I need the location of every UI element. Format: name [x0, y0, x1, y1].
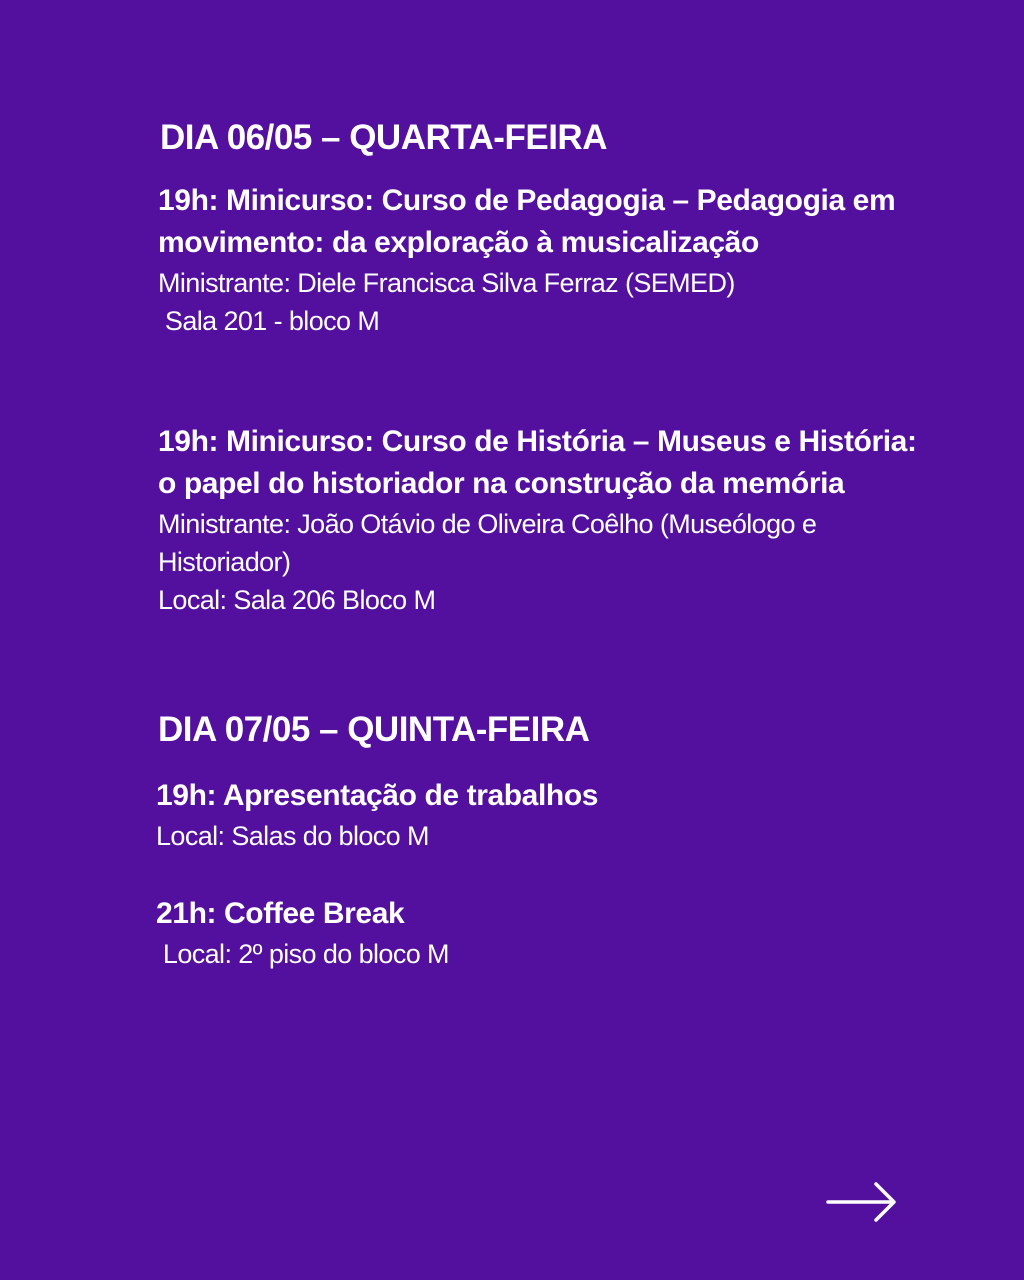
event-instructor: Ministrante: João Otávio de Oliveira Coêlho (Museólogo e Historiador) [158, 509, 824, 577]
event-pedagogia [158, 180, 918, 340]
day-heading-06-05: DIA 06/05 – QUARTA-FEIRA [160, 118, 607, 157]
event-title: 19h: Apresentação de trabalhos [156, 779, 599, 812]
event-location: Local: Sala 206 Bloco M [158, 585, 436, 615]
event-location: Sala 201 - bloco M [158, 306, 380, 336]
event-title: 21h: Coffee Break [156, 897, 405, 930]
event-location: Local: 2º piso do bloco M [156, 939, 449, 969]
event-coffee-break [156, 893, 916, 973]
event-location: Local: Salas do bloco M [156, 821, 429, 851]
event-apresentacao [156, 775, 916, 855]
event-historia [158, 421, 918, 619]
event-title: 19h: Minicurso: Curso de História – Museus e História: o papel do historiador na construção da memória [158, 425, 917, 500]
event-title: 19h: Minicurso: Curso de Pedagogia – Pedagogia em movimento: da exploração à musicalização [158, 184, 896, 259]
arrow-right-icon[interactable] [826, 1180, 898, 1224]
day-heading-07-05: DIA 07/05 – QUINTA-FEIRA [158, 710, 590, 749]
event-instructor: Ministrante: Diele Francisca Silva Ferraz (SEMED) [158, 268, 735, 298]
